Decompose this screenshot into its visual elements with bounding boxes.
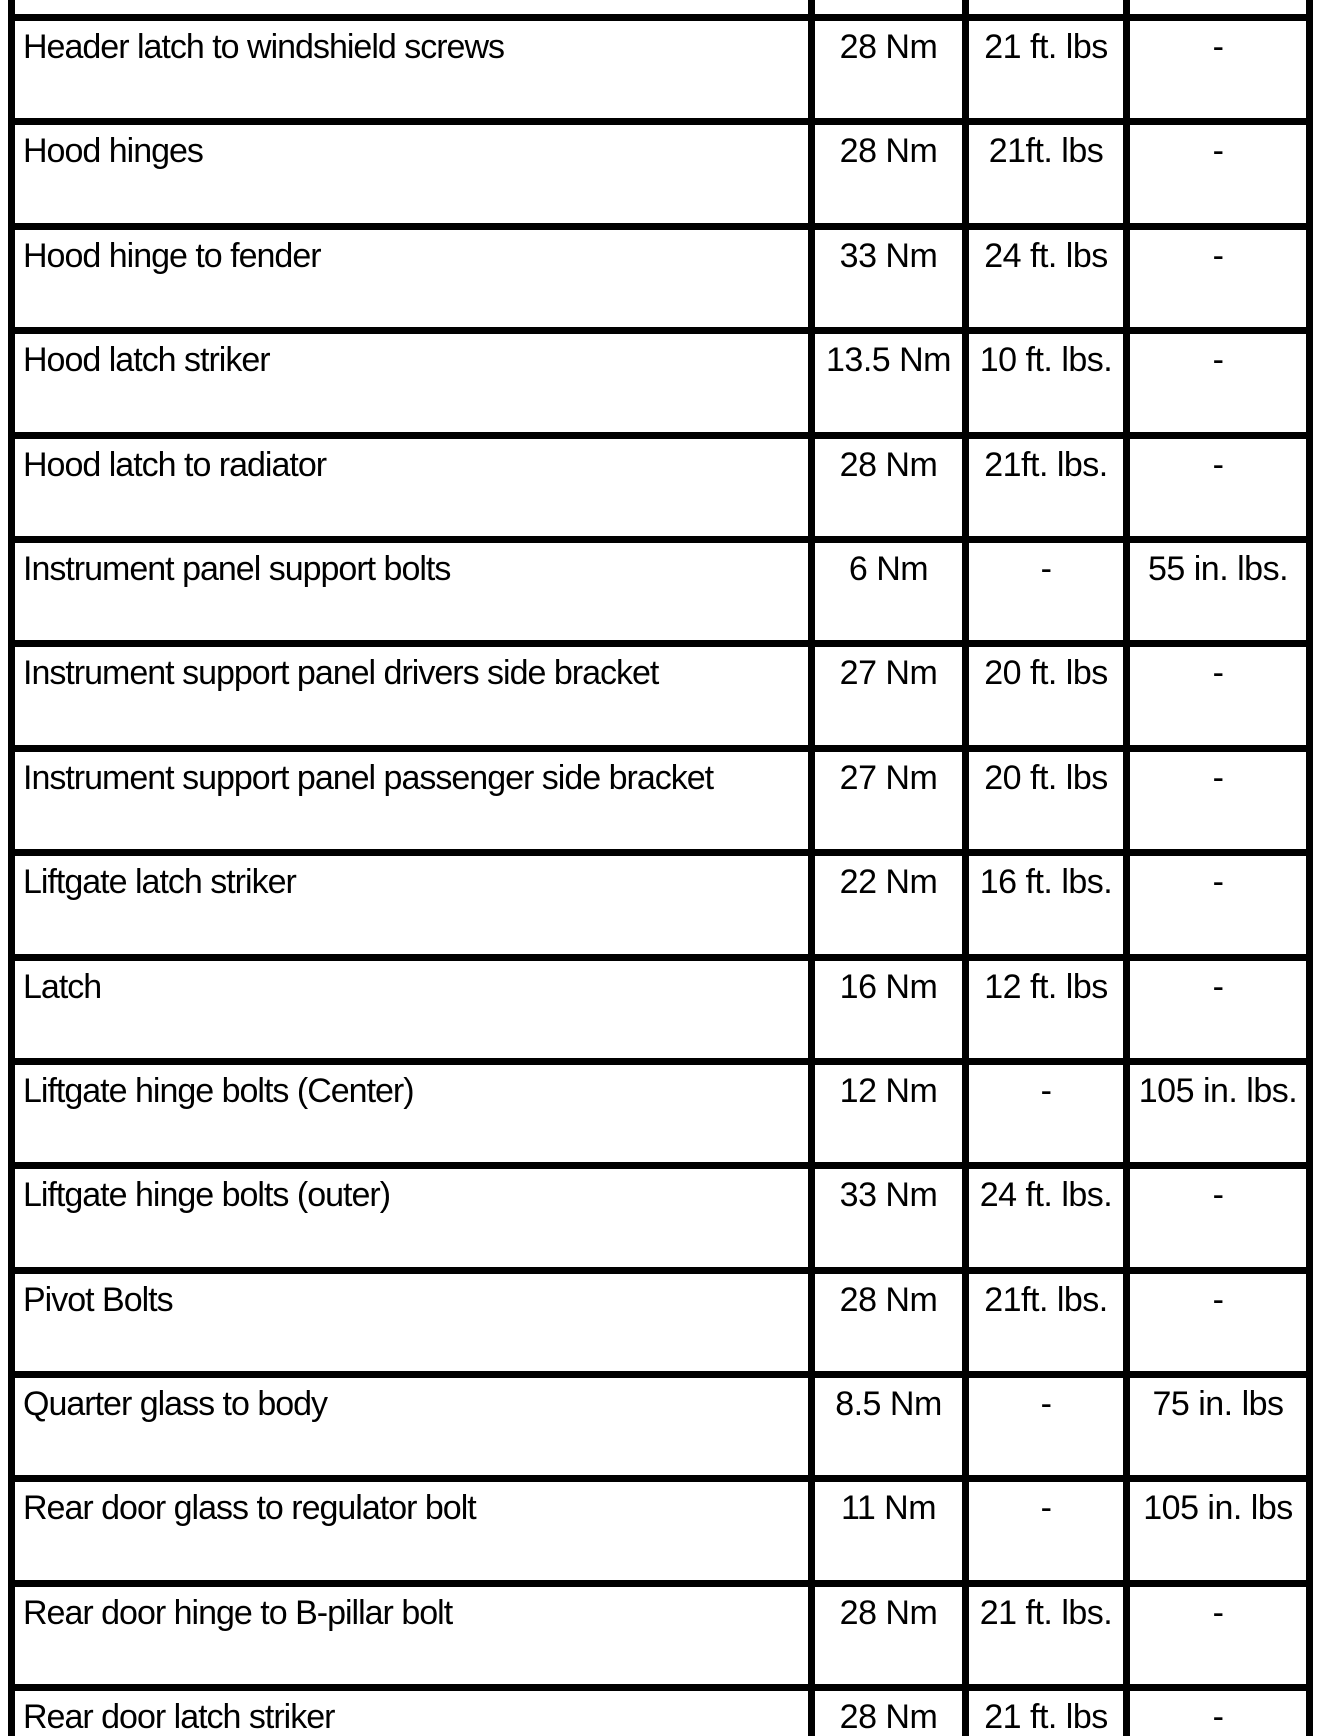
torque-nm: 28 Nm xyxy=(808,1587,962,1684)
torque-nm: 12 Nm xyxy=(808,1065,962,1162)
torque-nm: 33 Nm xyxy=(808,230,962,327)
torque-nm: 27 Nm xyxy=(808,647,962,744)
torque-in-lbs: - xyxy=(1123,1274,1306,1371)
torque-ft-lbs: 21ft. lbs xyxy=(962,125,1123,222)
torque-in-lbs: - xyxy=(1123,1169,1306,1266)
torque-in-lbs: - xyxy=(1123,334,1306,431)
table-row xyxy=(15,1267,1306,1371)
torque-nm: 28 Nm xyxy=(808,125,962,222)
torque-ft-lbs: 20 ft. lbs xyxy=(962,647,1123,744)
torque-in-lbs: - xyxy=(1123,439,1306,536)
torque-ft-lbs: 16 ft. lbs. xyxy=(962,856,1123,953)
fastener-description: Hood hinges xyxy=(23,132,203,171)
torque-nm: 33 Nm xyxy=(808,1169,962,1266)
torque-in-lbs: - xyxy=(1123,961,1306,1058)
fastener-description: Quarter glass to body xyxy=(23,1385,328,1424)
torque-ft-lbs: - xyxy=(962,543,1123,640)
table-row xyxy=(15,1684,1306,1736)
torque-ft-lbs: 21ft. lbs. xyxy=(962,439,1123,536)
partial-cell xyxy=(1123,0,1306,14)
table-row xyxy=(15,954,1306,1058)
torque-nm: 13.5 Nm xyxy=(808,334,962,431)
table-row xyxy=(15,849,1306,953)
torque-in-lbs: - xyxy=(1123,125,1306,222)
table-row xyxy=(15,1475,1306,1579)
table-row xyxy=(15,1580,1306,1684)
table-row xyxy=(15,327,1306,431)
table-row-partial-top xyxy=(15,0,1306,14)
fastener-description: Header latch to windshield screws xyxy=(23,28,505,66)
torque-ft-lbs: 21 ft. lbs xyxy=(962,21,1123,118)
fastener-description: Hood latch to radiator xyxy=(23,445,327,484)
torque-ft-lbs: 21 ft. lbs. xyxy=(962,1587,1123,1684)
torque-in-lbs: - xyxy=(1123,856,1306,953)
torque-ft-lbs: 12 ft. lbs xyxy=(962,961,1123,1058)
table-row xyxy=(15,14,1306,118)
torque-nm: 28 Nm xyxy=(808,21,962,118)
torque-ft-lbs: 20 ft. lbs xyxy=(962,752,1123,849)
torque-in-lbs: 105 in. lbs. xyxy=(1123,1065,1306,1162)
torque-ft-lbs: 21ft. lbs. xyxy=(962,1274,1123,1371)
fastener-description: Instrument support panel drivers side bracket xyxy=(23,654,659,693)
torque-spec-table xyxy=(8,0,1313,1736)
fastener-description: Liftgate hinge bolts (outer) xyxy=(23,1176,391,1215)
table-row xyxy=(15,1371,1306,1475)
partial-cell xyxy=(962,0,1123,14)
torque-ft-lbs: - xyxy=(962,1482,1123,1579)
table-row xyxy=(15,223,1306,327)
table-row xyxy=(15,1058,1306,1162)
table-row xyxy=(15,118,1306,222)
torque-in-lbs: 55 in. lbs. xyxy=(1123,543,1306,640)
torque-nm: 16 Nm xyxy=(808,961,962,1058)
torque-ft-lbs: 21 ft. lbs xyxy=(962,1691,1123,1736)
torque-ft-lbs: 24 ft. lbs. xyxy=(962,1169,1123,1266)
torque-in-lbs: - xyxy=(1123,647,1306,744)
torque-in-lbs: - xyxy=(1123,752,1306,849)
partial-cell xyxy=(808,0,962,14)
torque-in-lbs: 105 in. lbs xyxy=(1123,1482,1306,1579)
torque-ft-lbs: 10 ft. lbs. xyxy=(962,334,1123,431)
torque-nm: 6 Nm xyxy=(808,543,962,640)
fastener-description: Latch xyxy=(23,967,102,1006)
table-row xyxy=(15,432,1306,536)
torque-nm: 28 Nm xyxy=(808,1691,962,1736)
partial-cell xyxy=(15,0,808,14)
table-row xyxy=(15,745,1306,849)
torque-nm: 27 Nm xyxy=(808,752,962,849)
fastener-description: Pivot Bolts xyxy=(23,1280,173,1319)
fastener-description: Liftgate latch striker xyxy=(23,863,296,902)
fastener-description: Hood hinge to fender xyxy=(23,236,321,275)
fastener-description: Rear door latch striker xyxy=(23,1698,335,1736)
table-row xyxy=(15,536,1306,640)
torque-in-lbs: - xyxy=(1123,1587,1306,1684)
torque-ft-lbs: 24 ft. lbs xyxy=(962,230,1123,327)
torque-in-lbs: - xyxy=(1123,1691,1306,1736)
torque-nm: 28 Nm xyxy=(808,439,962,536)
fastener-description: Instrument panel support bolts xyxy=(23,549,451,588)
torque-ft-lbs: - xyxy=(962,1378,1123,1475)
table-row xyxy=(15,1162,1306,1266)
fastener-description: Rear door hinge to B-pillar bolt xyxy=(23,1593,453,1632)
torque-in-lbs: - xyxy=(1123,230,1306,327)
table-row xyxy=(15,640,1306,744)
torque-nm: 22 Nm xyxy=(808,856,962,953)
torque-in-lbs: - xyxy=(1123,21,1306,118)
torque-in-lbs: 75 in. lbs xyxy=(1123,1378,1306,1475)
torque-nm: 11 Nm xyxy=(808,1482,962,1579)
fastener-description: Liftgate hinge bolts (Center) xyxy=(23,1071,414,1110)
torque-ft-lbs: - xyxy=(962,1065,1123,1162)
fastener-description: Instrument support panel passenger side bracket xyxy=(23,758,714,797)
torque-nm: 28 Nm xyxy=(808,1274,962,1371)
fastener-description: Hood latch striker xyxy=(23,341,270,380)
torque-nm: 8.5 Nm xyxy=(808,1378,962,1475)
fastener-description: Rear door glass to regulator bolt xyxy=(23,1489,476,1528)
